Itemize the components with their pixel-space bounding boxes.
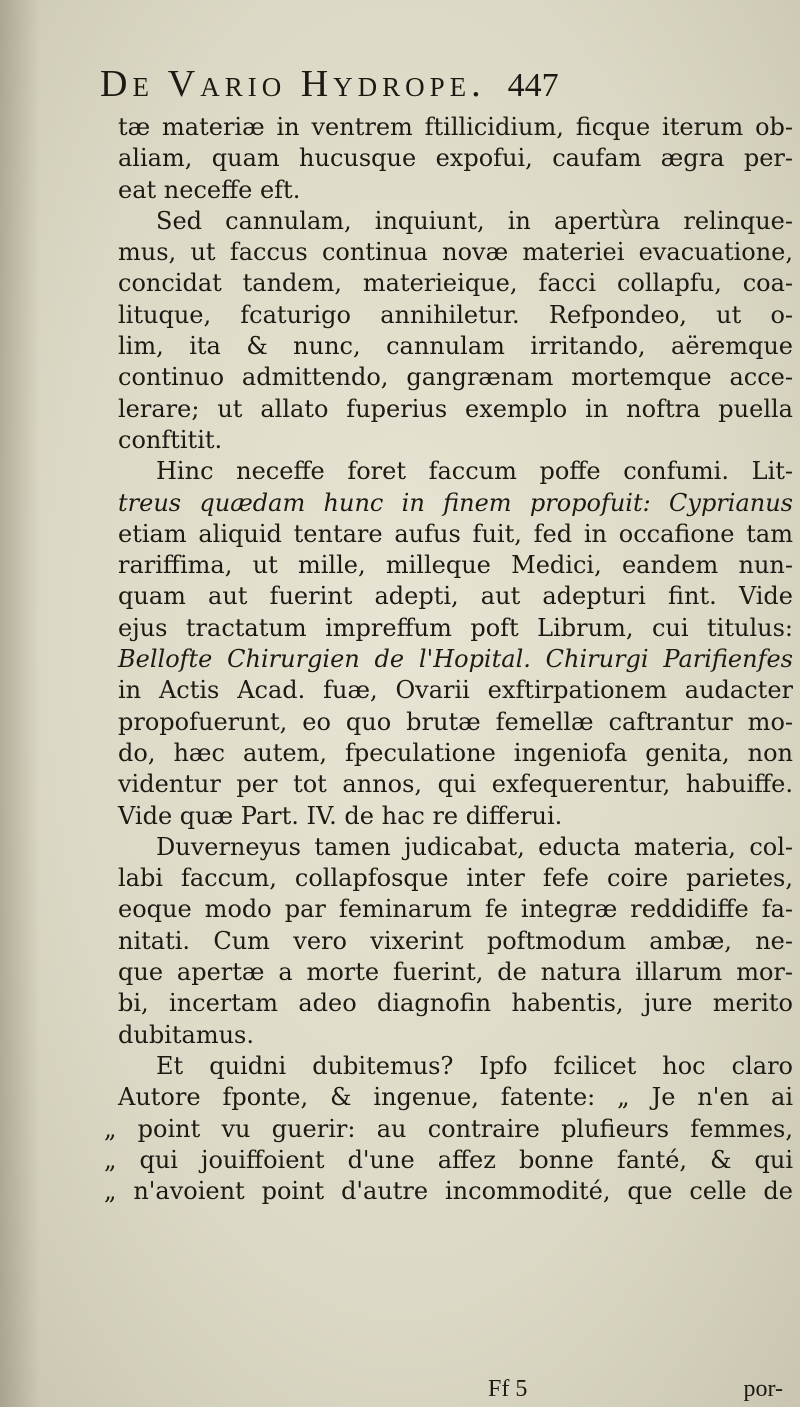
running-title: De Vario Hydrope. [100,63,486,105]
text-line: eat neceffe eft. [118,175,301,204]
text-line: dubitamus. [118,1020,254,1049]
page-footer [118,1376,793,1404]
text-line: lituque, fcaturigo annihiletur. Refpondeo, ut o- [118,300,793,329]
text-line: Duverneyus tamen judicabat, educta materia, col- [156,832,793,861]
text-line: nitati. Cum vero vixerint poftmodum ambæ, ne- [118,926,793,955]
text-line: continuo admittendo, gangrænam mortemque acce- [118,363,793,392]
text-line: tæ materiæ in ventrem ftillicidium, ficque iterum ob- [118,113,793,141]
text-line: „ n'avoient point d'autre incommodité, que celle de [104,1177,793,1206]
text-line: conftitit. [118,425,223,454]
text-line: Vide quæ Part. IV. de hac re differui. [118,801,563,830]
text-line: ejus tractatum impreffum poft Librum, cui titulus: [118,613,793,642]
book-title: Bellofte Chirurgien de l'Hopital. Chirurgi Parifienfes [118,645,793,674]
text-line: videntur per tot annos, qui exfequerentur, habuiffe. [118,770,793,799]
text-line: „ qui jouiffoient d'une affez bonne fanté, & qui [104,1145,793,1174]
text-line: rariffima, ut mille, milleque Medici, eandem nun- [118,551,793,580]
text-line: Hinc neceffe foret faccum poffe confumi. Lit- [156,457,793,486]
text-line: lerare; ut allato fuperius exemplo in noftra puella [118,394,793,423]
text-line: quam aut fuerint adepti, aut adepturi fint. Vide [118,582,793,611]
text-line: aliam, quam hucusque expofui, caufam ægra per- [118,144,793,173]
text-line: Autore fponte, & ingenue, fatente: „ Je n'en ai [118,1083,793,1112]
page-number: 447 [507,67,559,104]
text-line [118,488,793,519]
text-line: que apertæ a morte fuerint, de natura illarum mor- [118,958,793,987]
catchword: por- [743,1376,783,1402]
body-text [104,112,793,1207]
text-line: Et quidni dubitemus? Ipfo fcilicet hoc claro [156,1051,793,1080]
page-header [100,62,790,106]
signature-mark: Ff 5 [488,1376,528,1402]
text-line: labi faccum, collapfosque inter fefe coire parietes, [118,864,793,893]
text-line: bi, incertam adeo diagnofin habentis, jure merito [118,989,793,1018]
text-line: concidat tandem, materieique, facci collapfu, coa- [118,269,793,298]
text-line: lim, ita & nunc, cannulam irritando, aëremque [118,332,793,361]
author-name: treus quædam hunc in finem propofuit: Cyprianus [118,488,793,517]
text-line: „ point vu guerir: au contraire plufieurs femmes, [104,1114,793,1143]
text-line: etiam aliquid tentare aufus fuit, fed in occafione tam [118,519,793,548]
text-line: in Actis Acad. fuæ, Ovarii exftirpationem audacter [118,676,793,705]
text-line: propofuerunt, eo quo brutæ femellæ caftrantur mo- [118,707,793,736]
text-line [118,644,793,675]
text-line: mus, ut faccus continua novæ materiei evacuatione, [118,238,793,267]
text-line: eoque modo par feminarum fe integræ reddidiffe fa- [118,895,793,924]
text-line: Sed cannulam, inquiunt, in apertùra relinque- [156,206,793,235]
gutter-shadow [0,0,40,1407]
text-line: do, hæc autem, fpeculatione ingeniofa genita, non [118,738,793,767]
